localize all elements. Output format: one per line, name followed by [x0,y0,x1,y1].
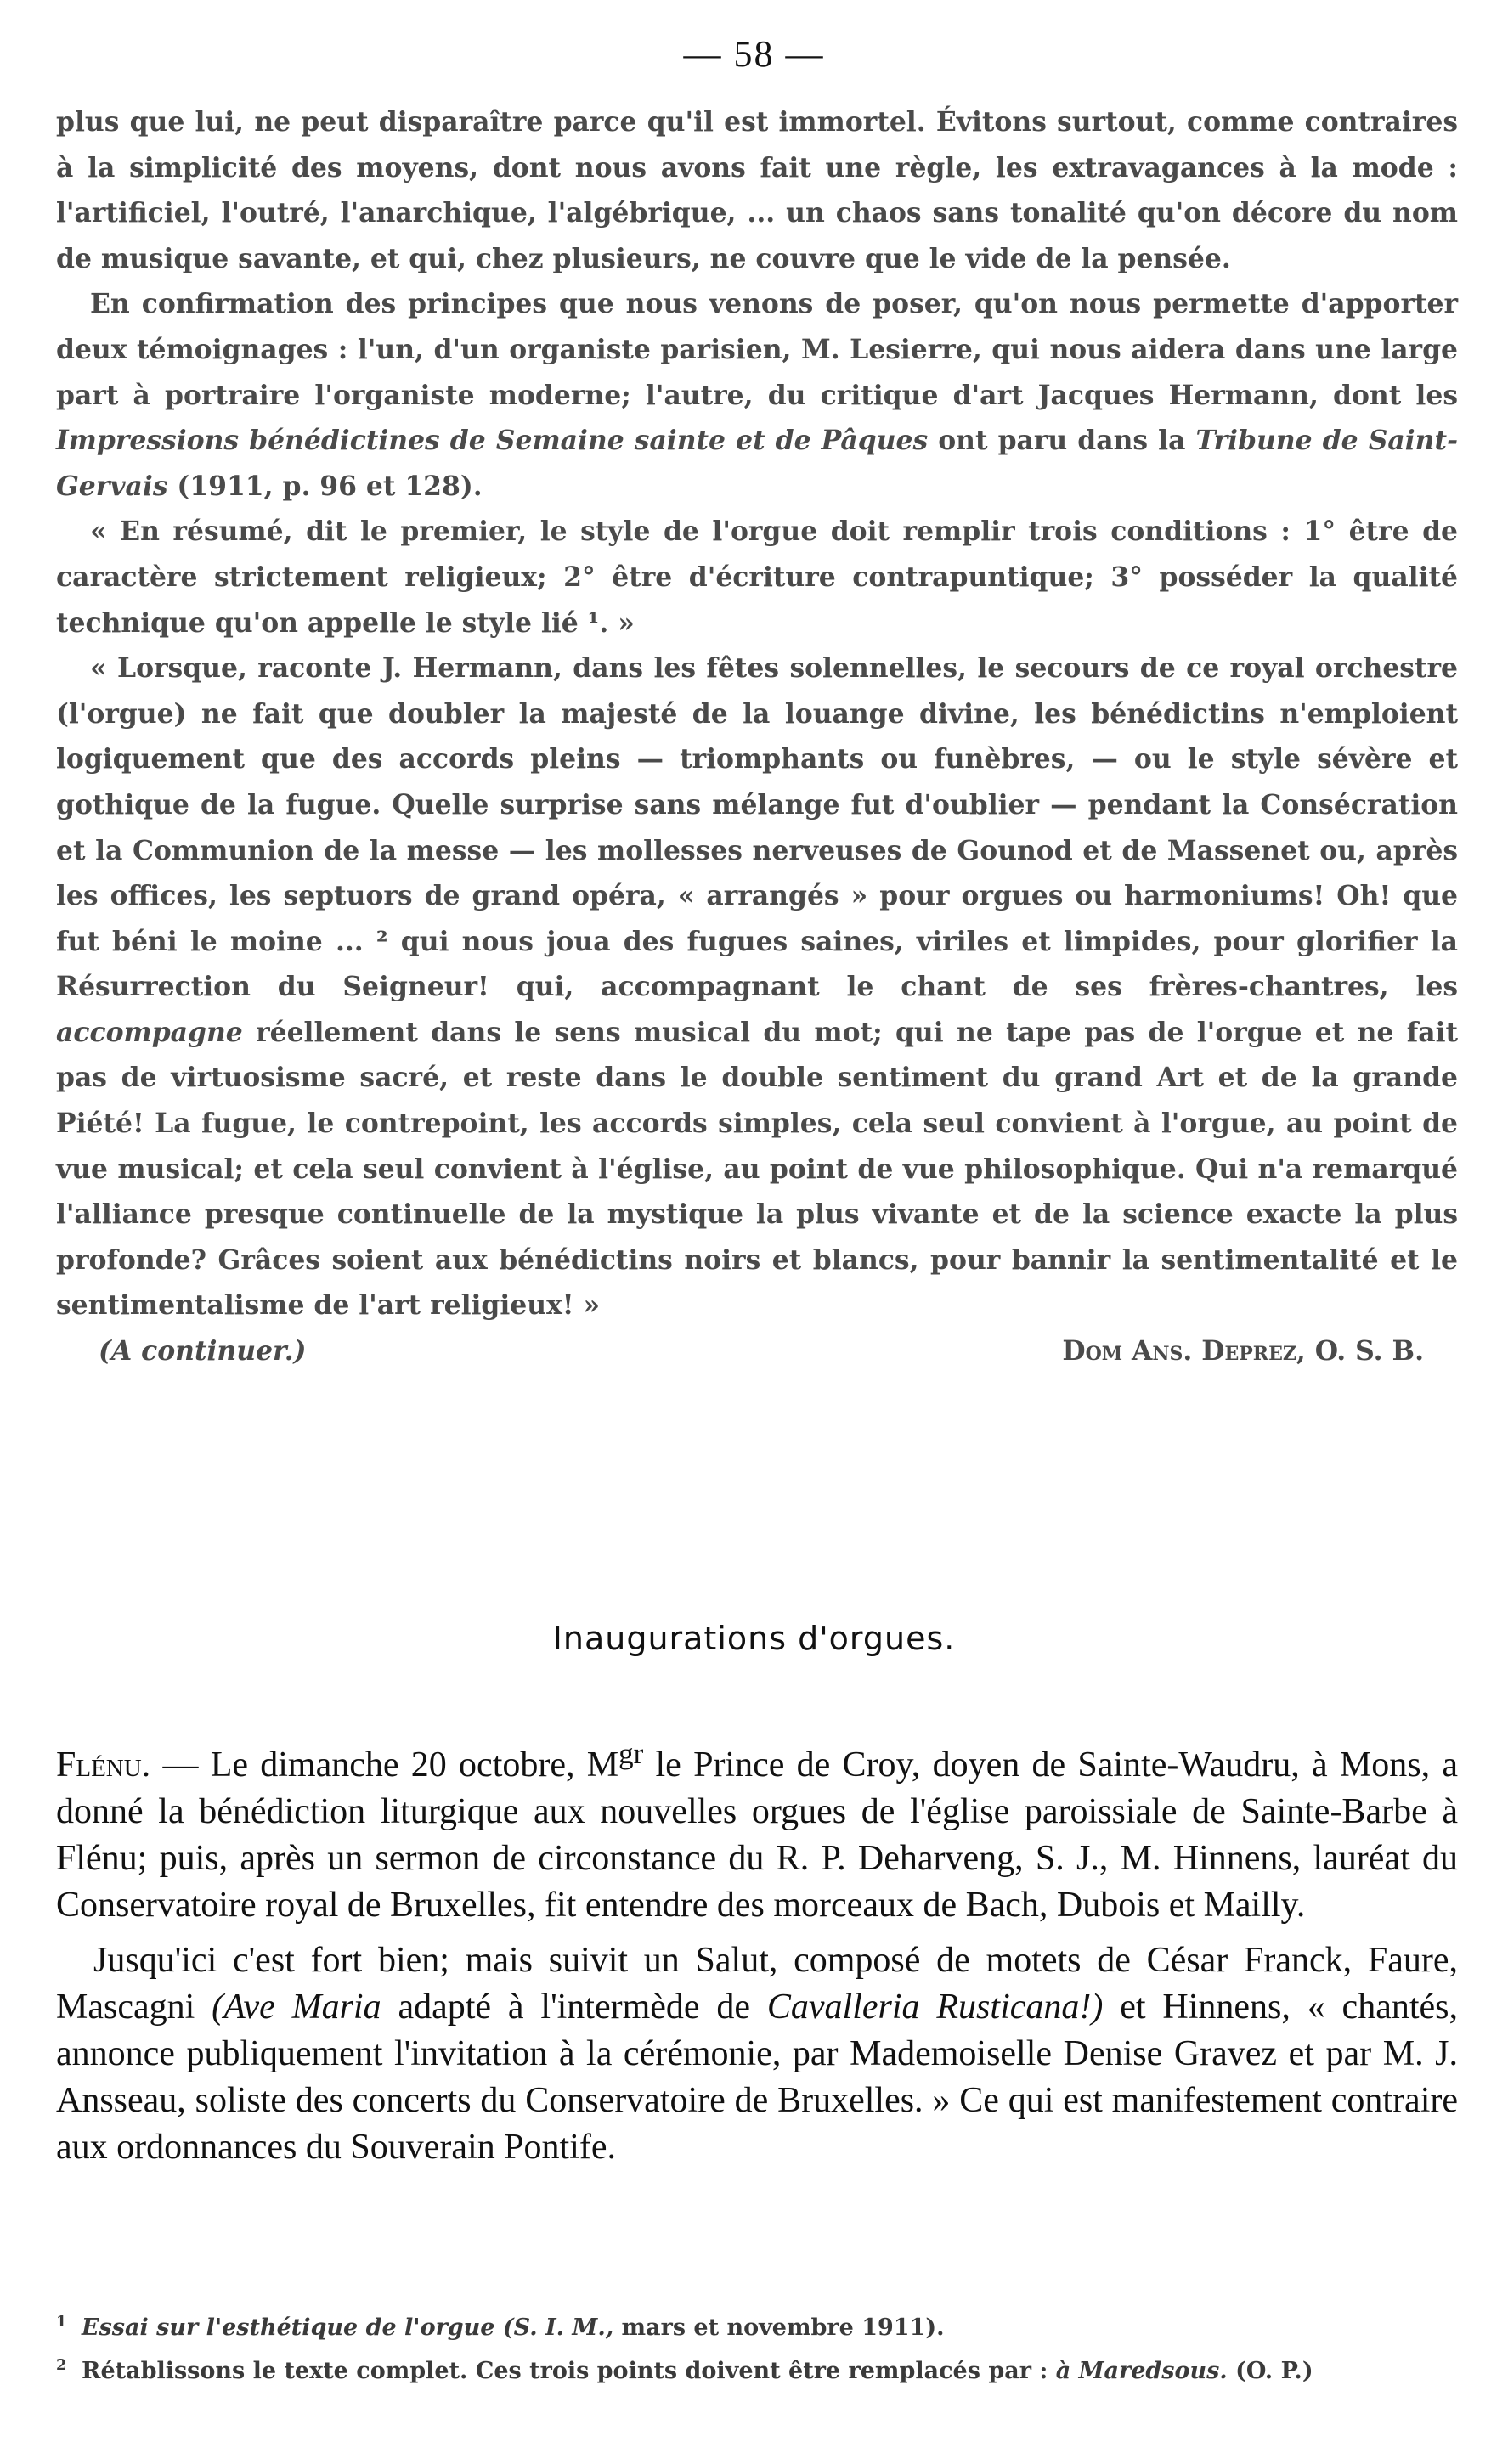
italic-title: Tribune de Saint-Gervais [56,426,1458,502]
article-paragraph-1: plus que lui, ne peut disparaître parce qu'il est immortel. Évitons surtout, comme contraires à la simplicité des moyens, dont nous avons fait une règle, les extravagances à la mode : l'artificiel, l'outré, l'anarchique, l'algébrique, ... un chaos sans tonalité qu'on décore du nom de musique savante, et qui, chez plusieurs, ne couvre que le vide de la pensée. [56,107,1458,274]
text: et Hinnens, « chantés, annonce publiquement l'invitation à la cérémonie, par Mademoiselle Denise Gravez et par M. J. Ansseau, soliste des concerts du Conservatoire de Bruxelles. » Ce qui est manifestement contraire aux ordonnances du Souverain Pontife. [56,1988,1458,2167]
article-continuation [56,100,1458,1375]
footnote-mark: 1 [56,2313,67,2331]
text: adapté à l'intermède de [381,1988,767,2027]
text: En confirmation des principes que nous venons de poser, qu'on nous permette d'apporter deux témoignages : l'un, d'un organiste parisien, M. Lesierre, qui nous aidera dans une large part à portraire l'organiste moderne; l'autre, du critique d'art Jacques Hermann, dont les [56,289,1458,411]
footnotes [56,2303,1458,2390]
author-signature: Dom Ans. Deprez, O. S. B. [1062,1336,1424,1367]
footnote-mark: 2 [56,2356,67,2374]
text: mars et novembre 1911). [613,2315,945,2341]
text: « Lorsque, raconte J. Hermann, dans les fêtes solennelles, le secours de ce royal orchestre (l'orgue) ne fait que doubler la majesté de la louange divine, les bénédictins n'emploient logiquement que des accords pleins — triomphants ou funèbres, — ou le style sévère et gothique de la fugue. Quelle surprise sans mélange fut d'oublier — pendant la Consécration et la Communion de la messe — les mollesses nerveuses de Gounod et de Massenet ou, après les offices, les septuors de grand opéra, « arrangés » pour orgues ou harmoniums! Oh! que fut béni le moine ... ² qui nous joua des fugues saines, viriles et limpides, pour glorifier la Résurrection du Seigneur! qui, accompagnant le chant de ses frères-chantres, les [56,653,1458,1003]
news-paragraph-1 [56,1730,1458,1929]
page-number: — 58 — [683,33,825,75]
text: le Prince de Croy, doyen de Sainte-Waudru, à Mons, a donné la bénédiction liturgique aux nouvelles orgues de l'église paroissiale de Sainte-Barbe à Flénu; puis, après un sermon de circonstance du R. P. Deharveng, S. J., M. Hinnens, lauréat du Conservatoire royal de Bruxelles, fit entendre des morceaux de Bach, Dubois et Mailly. [56,1745,1458,1925]
italic-text: à Maredsous. [1055,2358,1228,2384]
italic-text: Essai sur l'esthétique de l'orgue (S. I. M., [82,2315,614,2341]
article-paragraph-2 [56,282,1458,510]
footnote-2 [56,2347,1458,2390]
text: Rétablissons le texte complet. Ces trois points doivent être remplacés par : [82,2358,1056,2384]
footnote-1 [56,2303,1458,2347]
text: ont paru dans la [928,426,1196,457]
place-name: Flénu. [56,1745,151,1785]
italic-title: Cavalleria Rusticana!) [766,1988,1104,2027]
italic-title: Impressions bénédictines de Semaine sainte et de Pâques [56,426,929,457]
article-quote-1: « En résumé, dit le premier, le style de l'orgue doit remplir trois conditions : 1° être de caractère strictement religieux; 2° être d'écriture contrapuntique; 3° posséder la qualité technique qu'on appelle le style lié ¹. » [56,516,1458,639]
signature-line [56,1329,1458,1375]
text: Jusqu'ici c'est fort bien; mais suivit un Salut, composé de motets de César Franck, Faure, Mascagni [56,1941,1458,2027]
news-paragraph-2 [56,1937,1458,2171]
superscript: gr [618,1737,644,1770]
continuation-note: (A continuer.) [99,1336,307,1367]
article-quote-2 [56,646,1458,1329]
italic-word: accompagne [56,1017,243,1048]
italic-title: (Ave Maria [212,1988,381,2027]
text: — Le dimanche 20 octobre, M [150,1745,619,1785]
text: réellement dans le sens musical du mot; qui ne tape pas de l'orgue et ne fait pas de virtuosisme sacré, et reste dans le double sentiment du grand Art et de la grande Piété! La fugue, le contrepoint, les accords simples, cela seul convient à l'orgue, au point de vue musical; et cela seul convient à l'église, au point de vue philosophique. Qui n'a remarqué l'alliance presque continuelle de la mystique la plus vivante et de la science exacte la plus profonde? Grâces soient aux bénédictins noirs et blancs, pour bannir la sentimentalité et le sentimentalisme de l'art religieux! » [56,1017,1458,1322]
section-title: Inaugurations d'orgues. [552,1620,956,1657]
news-section [56,1730,1458,2171]
text: (1911, p. 96 et 128). [167,471,483,502]
text: (O. P.) [1227,2358,1313,2384]
